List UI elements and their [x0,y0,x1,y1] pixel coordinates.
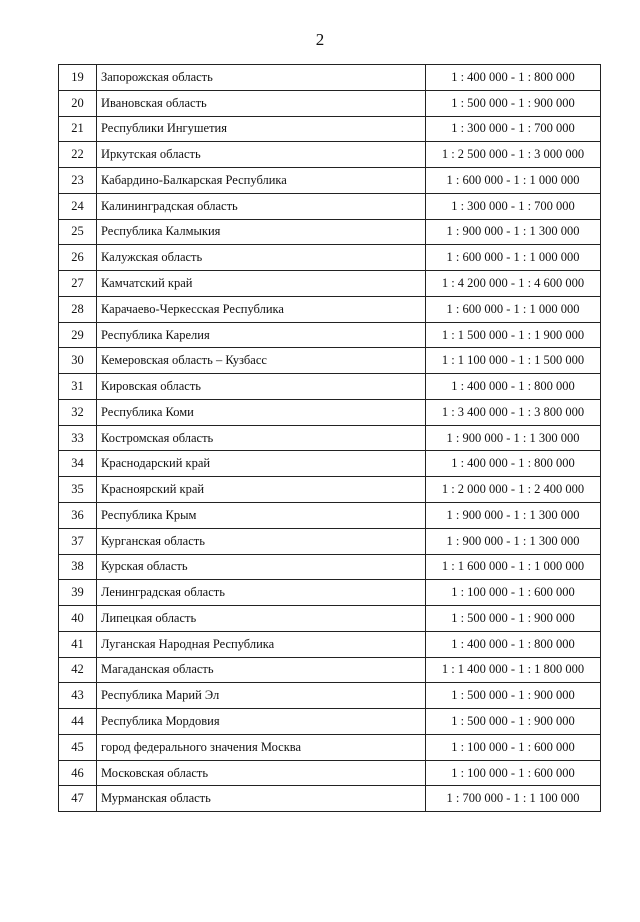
row-number: 37 [59,528,97,554]
region-name: Красноярский край [97,477,426,503]
table-row [59,399,601,425]
region-name: Республика Крым [97,503,426,529]
scale-range: 1 : 900 000 - 1 : 1 300 000 [426,219,601,245]
row-number: 28 [59,296,97,322]
table-row [59,709,601,735]
scale-range: 1 : 400 000 - 1 : 800 000 [426,451,601,477]
region-name: Курская область [97,554,426,580]
region-name: Кабардино-Балкарская Республика [97,168,426,194]
table-row [59,425,601,451]
table-row [59,503,601,529]
row-number: 35 [59,477,97,503]
region-name: Мурманская область [97,786,426,812]
scale-range: 1 : 600 000 - 1 : 1 000 000 [426,168,601,194]
scale-range: 1 : 300 000 - 1 : 700 000 [426,116,601,142]
region-name: Кировская область [97,374,426,400]
table-row [59,606,601,632]
region-name: Карачаево-Черкесская Республика [97,296,426,322]
scale-range: 1 : 500 000 - 1 : 900 000 [426,90,601,116]
row-number: 24 [59,193,97,219]
scale-range: 1 : 900 000 - 1 : 1 300 000 [426,425,601,451]
region-name: Камчатский край [97,271,426,297]
scale-range: 1 : 400 000 - 1 : 800 000 [426,65,601,91]
scale-range: 1 : 100 000 - 1 : 600 000 [426,580,601,606]
table-row [59,168,601,194]
row-number: 41 [59,631,97,657]
scale-range: 1 : 2 000 000 - 1 : 2 400 000 [426,477,601,503]
row-number: 29 [59,322,97,348]
scale-range: 1 : 1 500 000 - 1 : 1 900 000 [426,322,601,348]
region-name: Иркутская область [97,142,426,168]
scale-range: 1 : 300 000 - 1 : 700 000 [426,193,601,219]
scale-range: 1 : 500 000 - 1 : 900 000 [426,683,601,709]
table-row [59,90,601,116]
row-number: 36 [59,503,97,529]
row-number: 19 [59,65,97,91]
scale-range: 1 : 400 000 - 1 : 800 000 [426,631,601,657]
table-row [59,683,601,709]
table-row [59,657,601,683]
row-number: 20 [59,90,97,116]
row-number: 33 [59,425,97,451]
table-row [59,786,601,812]
row-number: 46 [59,760,97,786]
table-row [59,271,601,297]
regions-table [58,64,601,812]
region-name: Республика Мордовия [97,709,426,735]
row-number: 31 [59,374,97,400]
region-name: Республика Марий Эл [97,683,426,709]
scale-range: 1 : 500 000 - 1 : 900 000 [426,709,601,735]
table-row [59,528,601,554]
row-number: 39 [59,580,97,606]
table-row [59,348,601,374]
row-number: 40 [59,606,97,632]
region-name: Республика Коми [97,399,426,425]
region-name: Ленинградская область [97,580,426,606]
table-row [59,142,601,168]
scale-range: 1 : 600 000 - 1 : 1 000 000 [426,245,601,271]
row-number: 25 [59,219,97,245]
region-name: Костромская область [97,425,426,451]
scale-range: 1 : 3 400 000 - 1 : 3 800 000 [426,399,601,425]
row-number: 38 [59,554,97,580]
row-number: 27 [59,271,97,297]
row-number: 45 [59,734,97,760]
table-row [59,760,601,786]
row-number: 43 [59,683,97,709]
region-name: Республика Карелия [97,322,426,348]
scale-range: 1 : 2 500 000 - 1 : 3 000 000 [426,142,601,168]
row-number: 47 [59,786,97,812]
table-row [59,193,601,219]
scale-range: 1 : 500 000 - 1 : 900 000 [426,606,601,632]
region-name: Кемеровская область – Кузбасс [97,348,426,374]
row-number: 32 [59,399,97,425]
table-row [59,322,601,348]
row-number: 21 [59,116,97,142]
scale-range: 1 : 100 000 - 1 : 600 000 [426,760,601,786]
table-row [59,296,601,322]
region-name: Республика Калмыкия [97,219,426,245]
region-name: город федерального значения Москва [97,734,426,760]
region-name: Республики Ингушетия [97,116,426,142]
region-name: Магаданская область [97,657,426,683]
row-number: 44 [59,709,97,735]
region-name: Калининградская область [97,193,426,219]
table-row [59,245,601,271]
row-number: 34 [59,451,97,477]
region-name: Калужская область [97,245,426,271]
scale-range: 1 : 4 200 000 - 1 : 4 600 000 [426,271,601,297]
page-number: 2 [315,30,325,49]
table-row [59,374,601,400]
row-number: 22 [59,142,97,168]
row-number: 42 [59,657,97,683]
scale-range: 1 : 400 000 - 1 : 800 000 [426,374,601,400]
regions-table-body [59,65,601,812]
table-row [59,554,601,580]
table-row [59,451,601,477]
scale-range: 1 : 700 000 - 1 : 1 100 000 [426,786,601,812]
table-row [59,219,601,245]
table-row [59,65,601,91]
region-name: Липецкая область [97,606,426,632]
row-number: 30 [59,348,97,374]
scale-range: 1 : 100 000 - 1 : 600 000 [426,734,601,760]
scale-range: 1 : 900 000 - 1 : 1 300 000 [426,503,601,529]
table-row [59,580,601,606]
row-number: 23 [59,168,97,194]
table-row [59,631,601,657]
scale-range: 1 : 1 400 000 - 1 : 1 800 000 [426,657,601,683]
table-row [59,116,601,142]
region-name: Краснодарский край [97,451,426,477]
region-name: Курганская область [97,528,426,554]
region-name: Запорожская область [97,65,426,91]
region-name: Ивановская область [97,90,426,116]
scale-range: 1 : 1 100 000 - 1 : 1 500 000 [426,348,601,374]
scale-range: 1 : 1 600 000 - 1 : 1 000 000 [426,554,601,580]
region-name: Луганская Народная Республика [97,631,426,657]
scale-range: 1 : 900 000 - 1 : 1 300 000 [426,528,601,554]
scale-range: 1 : 600 000 - 1 : 1 000 000 [426,296,601,322]
table-row [59,477,601,503]
region-name: Московская область [97,760,426,786]
table-row [59,734,601,760]
row-number: 26 [59,245,97,271]
